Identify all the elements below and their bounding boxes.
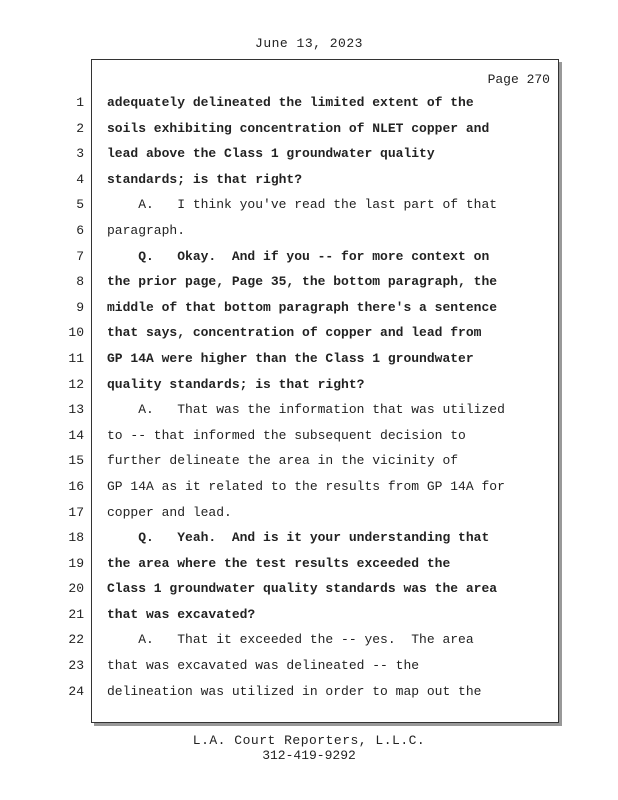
line-number: 2 [76,120,84,136]
line-number: 15 [68,453,84,469]
line-number: 6 [76,222,84,238]
transcript-line: GP 14A were higher than the Class 1 groundwater [107,350,474,366]
line-number: 17 [68,504,84,520]
transcript-line: that was excavated was delineated -- the [107,658,420,674]
transcript-line: copper and lead. [107,504,232,520]
transcript-line: quality standards; is that right? [107,376,365,392]
line-number-column [60,95,84,709]
line-number: 13 [68,402,84,418]
line-number: 9 [76,299,84,315]
line-number: 5 [76,197,84,213]
line-number: 7 [76,248,84,264]
transcript-line: A. That it exceeded the -- yes. The area [107,632,474,648]
line-number: 21 [68,606,84,622]
line-number: 12 [68,376,84,392]
line-number: 20 [68,581,84,597]
transcript-text [107,95,547,709]
transcript-line: the prior page, Page 35, the bottom paragraph, the [107,274,498,290]
transcript-line: paragraph. [107,222,186,238]
line-number: 19 [68,555,84,571]
transcript-date: June 13, 2023 [255,36,363,51]
transcript-line: Q. Yeah. And is it your understanding that [107,530,490,546]
line-number: 23 [68,658,84,674]
transcript-line: A. That was the information that was utilized [107,402,505,418]
transcript-line: GP 14A as it related to the results from GP 14A for [107,478,505,494]
transcript-line: middle of that bottom paragraph there's a sentence [107,299,498,315]
transcript-line: A. I think you've read the last part of that [107,197,498,213]
line-number: 1 [76,95,84,110]
transcript-line: Class 1 groundwater quality standards was the area [107,581,498,597]
transcript-line: to -- that informed the subsequent decision to [107,427,466,443]
transcript-line: delineation was utilized in order to map out the [107,683,482,699]
line-number: 4 [76,171,84,187]
line-number: 14 [68,427,84,443]
transcript-line: Q. Okay. And if you -- for more context on [107,248,490,264]
reporter-phone: 312-419-9292 [262,748,356,763]
line-number: 22 [68,632,84,648]
line-number: 11 [68,350,84,366]
line-number: 8 [76,274,84,290]
transcript-line: the area where the test results exceeded the [107,555,451,571]
transcript-line: standards; is that right? [107,171,303,187]
transcript-line: soils exhibiting concentration of NLET copper and [107,120,490,136]
line-number: 18 [68,530,84,546]
page-number: Page 270 [487,72,550,87]
transcript-line: that says, concentration of copper and lead from [107,325,482,341]
line-number: 24 [68,683,84,699]
transcript-line: that was excavated? [107,606,256,622]
line-number: 10 [68,325,84,341]
transcript-line: further delineate the area in the vicinity of [107,453,459,469]
line-number: 3 [76,146,84,162]
line-number: 16 [68,478,84,494]
reporter-company: L.A. Court Reporters, L.L.C. [192,733,426,748]
transcript-line: lead above the Class 1 groundwater quality [107,146,435,162]
transcript-line: adequately delineated the limited extent of the [107,95,474,110]
